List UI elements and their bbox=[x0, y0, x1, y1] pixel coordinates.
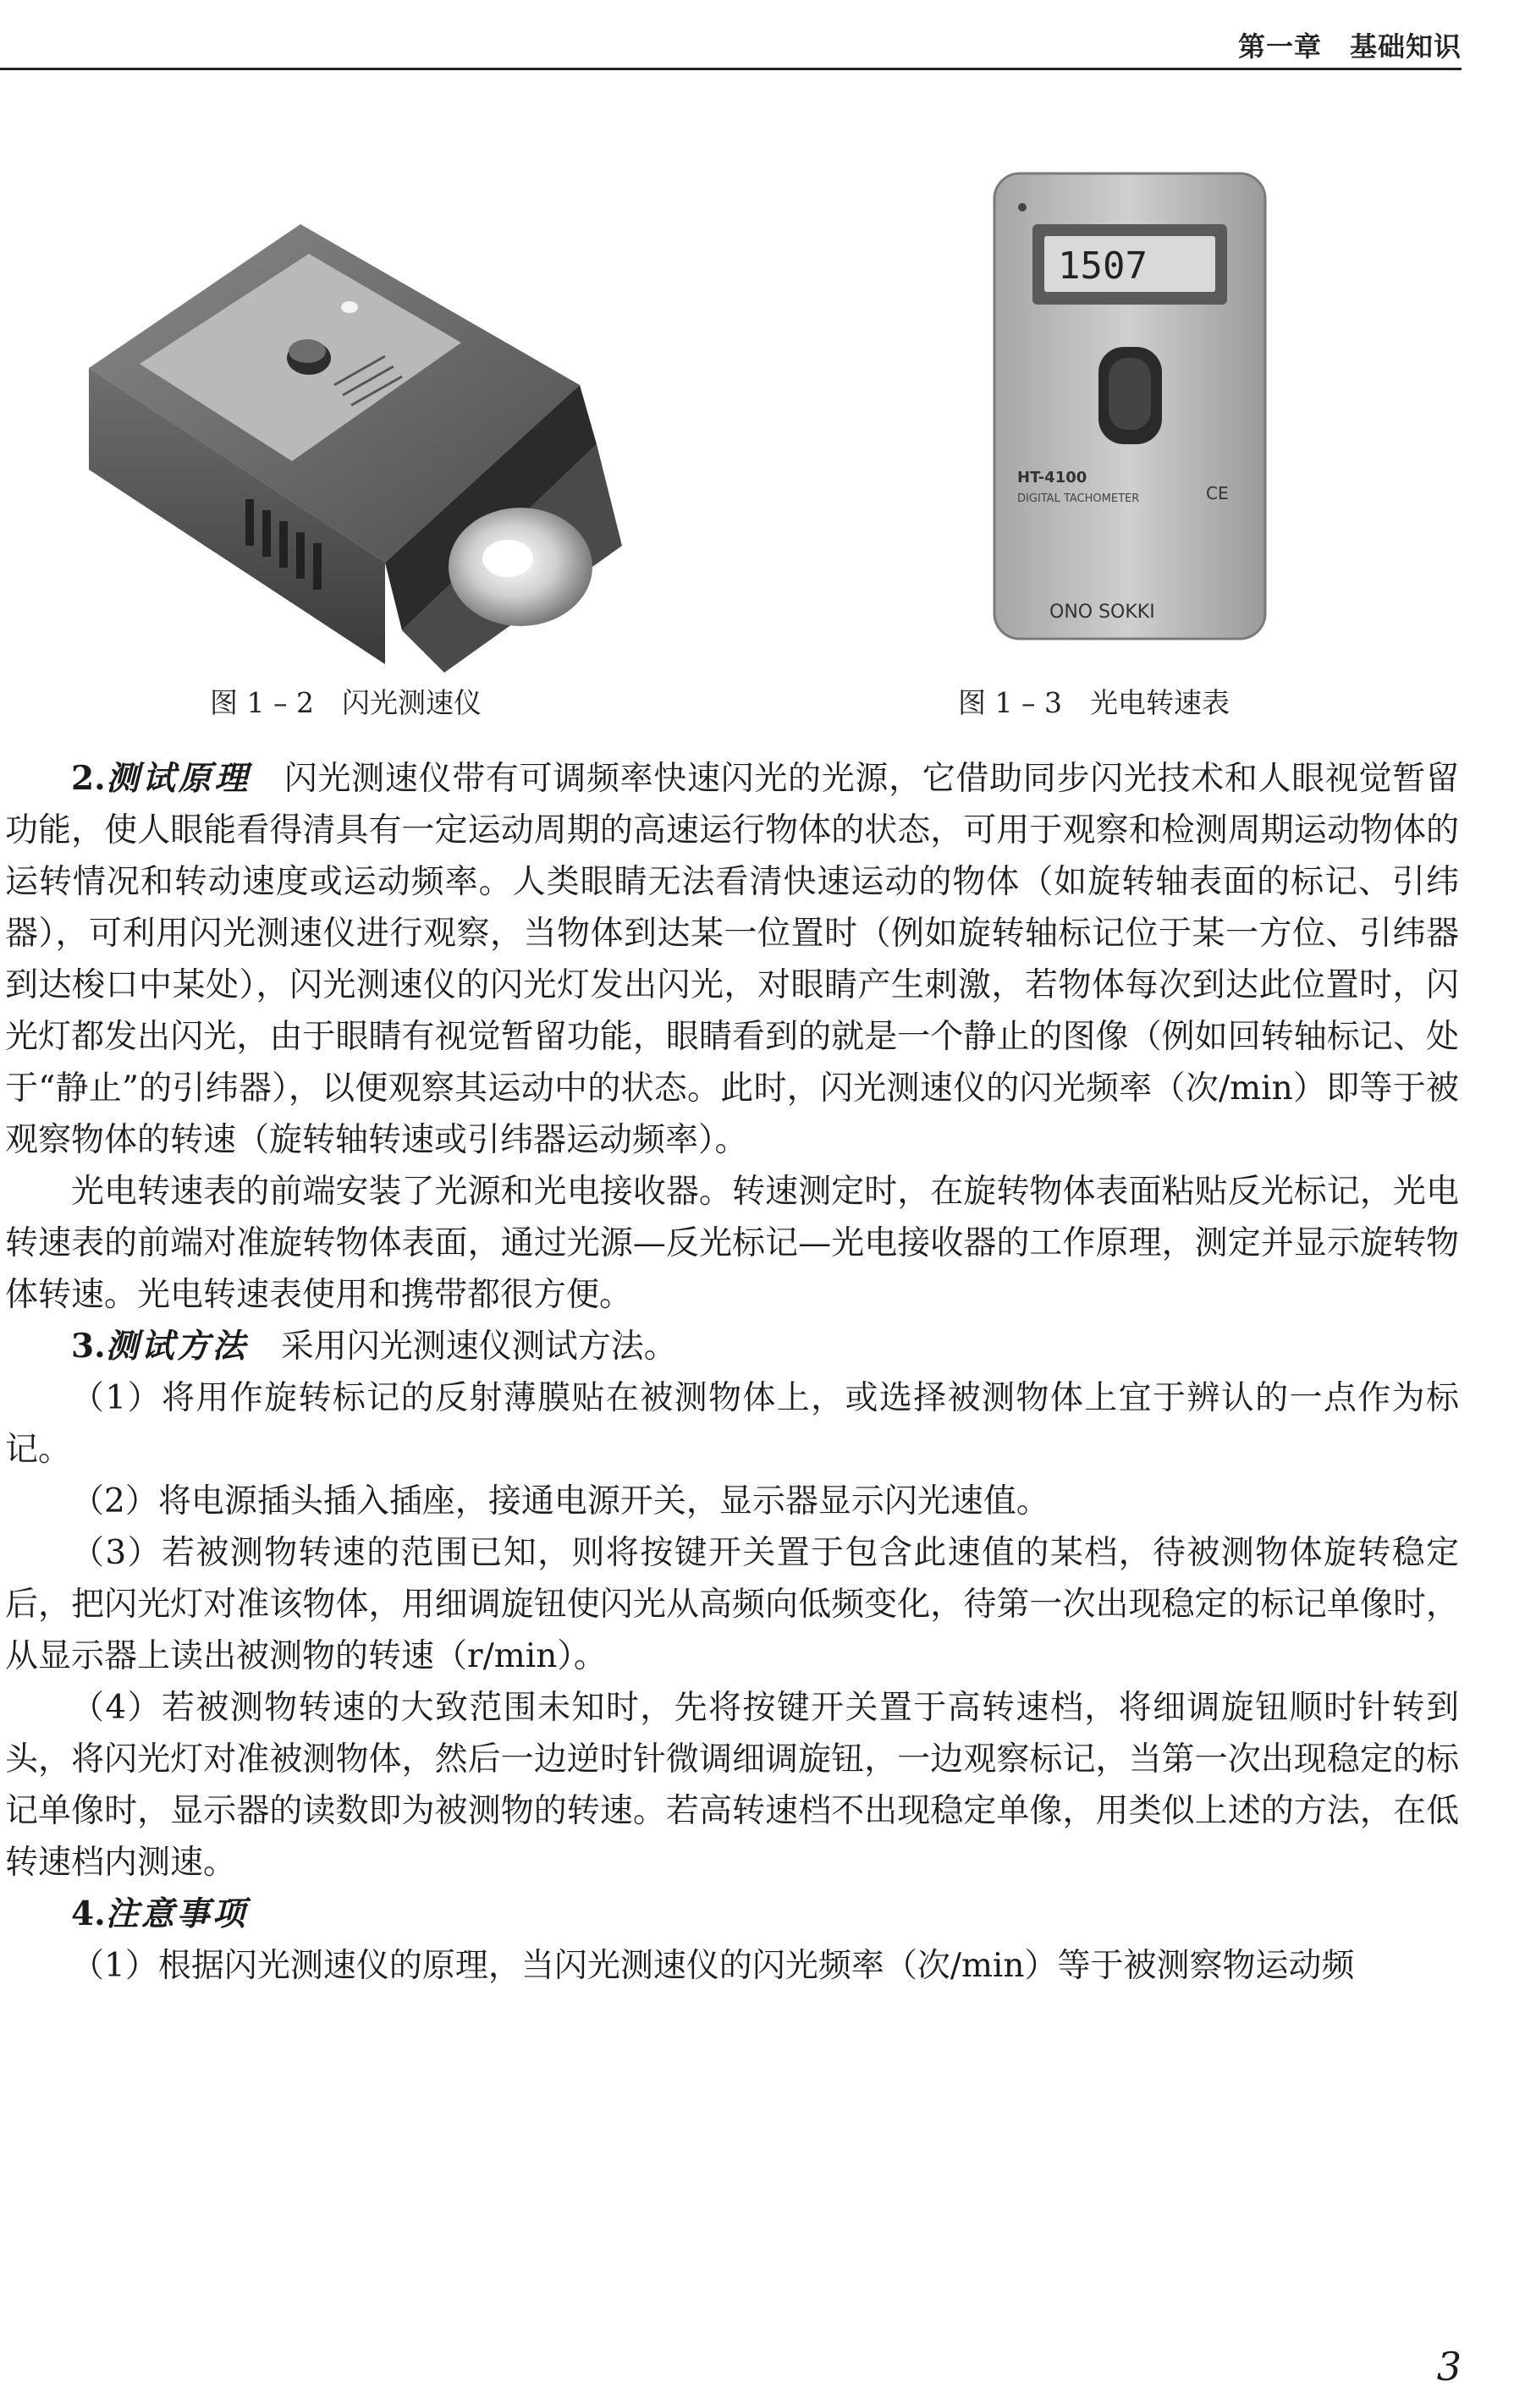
section-4-number: 4. bbox=[71, 1894, 106, 1933]
figure-caption-1-2: 图 1 – 2 闪光测速仪 bbox=[210, 686, 482, 719]
section-2-paragraph bbox=[5, 753, 1459, 1166]
running-header bbox=[0, 0, 1514, 69]
brand-label: ONO SOKKI bbox=[1049, 602, 1155, 623]
section-3-number: 3. bbox=[71, 1327, 106, 1366]
chapter-title: 第一章 基础知识 bbox=[1237, 30, 1462, 63]
page-number: 3 bbox=[1436, 2344, 1462, 2389]
photo-tachometer-figure bbox=[990, 165, 1269, 647]
strobe-tachometer-icon bbox=[80, 190, 639, 673]
photoelectric-tachometer-icon bbox=[990, 165, 1269, 647]
header-rule bbox=[0, 68, 1462, 70]
device-subtitle: DIGITAL TACHOMETER bbox=[1017, 492, 1140, 505]
main-text bbox=[5, 753, 1459, 1992]
section-3-item-1: （1）将用作旋转标记的反射薄膜贴在被测物体上，或选择被测物体上宜于辨认的一点作为标记。 bbox=[5, 1379, 1459, 1469]
section-3-item-2: （2）将电源插头插入插座，接通电源开关，显示器显示闪光速值。 bbox=[71, 1482, 1049, 1520]
section-3-heading: 测试方法 bbox=[105, 1327, 248, 1366]
section-2-paragraph-2: 光电转速表的前端安装了光源和光电接收器。转速测定时，在旋转物体表面粘贴反光标记，光电转速表的前端对准旋转物体表面，通过光源—反光标记—光电接收器的工作原理，测定并显示旋转物体转速。光电转速表使用和携带都很方便。 bbox=[5, 1173, 1459, 1314]
section-2-number: 2. bbox=[71, 759, 106, 798]
section-2-text: 闪光测速仪带有可调频率快速闪光的光源，它借助同步闪光技术和人眼视觉暂留功能，使人眼能看得清具有一定运动周期的高速运行物体的状态，可用于观察和检测周期运动物体的运转情况和转动速度或运动频率。人类眼睛无法看清快速运动的物体（如旋转轴表面的标记、引纬器），可利用闪光测速仪进行观察，当物体到达某一位置时（例如旋转轴标记位于某一方位、引纬器到达梭口中某处），闪光测速仪的闪光灯发出闪光，对眼睛产生刺激，若物体每次到达此位置时，闪光灯都发出闪光，由于眼睛有视觉暂留功能，眼睛看到的就是一个静止的图像（例如回转轴标记、处于“静止”的引纬器），以便观察其运动中的状态。此时，闪光测速仪的闪光频率（次/min）即等于被观察物体的转速（旋转轴转速或引纬器运动频率）。 bbox=[5, 760, 1459, 1159]
section-4-paragraph bbox=[5, 1888, 1459, 1940]
section-2-heading: 测试原理 bbox=[105, 759, 251, 798]
model-label: HT-4100 bbox=[1017, 469, 1087, 487]
section-3-item-4: （4）若被测物转速的大致范围未知时，先将按键开关置于高转速档，将细调旋钮顺时针转到头，将闪光灯对准被测物体，然后一边逆时针微调细调旋钮，一边观察标记，当第一次出现稳定的标记单像时，显示器的读数即为被测物的转速。若高转速档不出现稳定单像，用类似上述的方法，在低转速档内测速。 bbox=[5, 1689, 1459, 1882]
section-3-paragraph bbox=[5, 1321, 1459, 1372]
strobe-tachometer-figure bbox=[80, 190, 639, 673]
section-4-heading: 注意事项 bbox=[105, 1894, 248, 1933]
section-4-item-1: （1）根据闪光测速仪的原理，当闪光测速仪的闪光频率（次/min）等于被测察物运动频 bbox=[71, 1947, 1355, 1985]
figure-caption-1-3: 图 1 – 3 光电转速表 bbox=[958, 686, 1230, 719]
section-3-intro: 采用闪光测速仪测试方法。 bbox=[280, 1328, 677, 1366]
svg-text:CE: CE bbox=[1206, 483, 1229, 503]
lcd-readout: 1507 bbox=[1058, 245, 1148, 288]
section-3-item-3: （3）若被测物转速的范围已知，则将按键开关置于包含此速值的某档，待被测物体旋转稳定后，把闪光灯对准该物体，用细调旋钮使闪光从高频向低频变化，待第一次出现稳定的标记单像时，从显示器上读出被测物的转速（r/min）。 bbox=[5, 1534, 1459, 1675]
